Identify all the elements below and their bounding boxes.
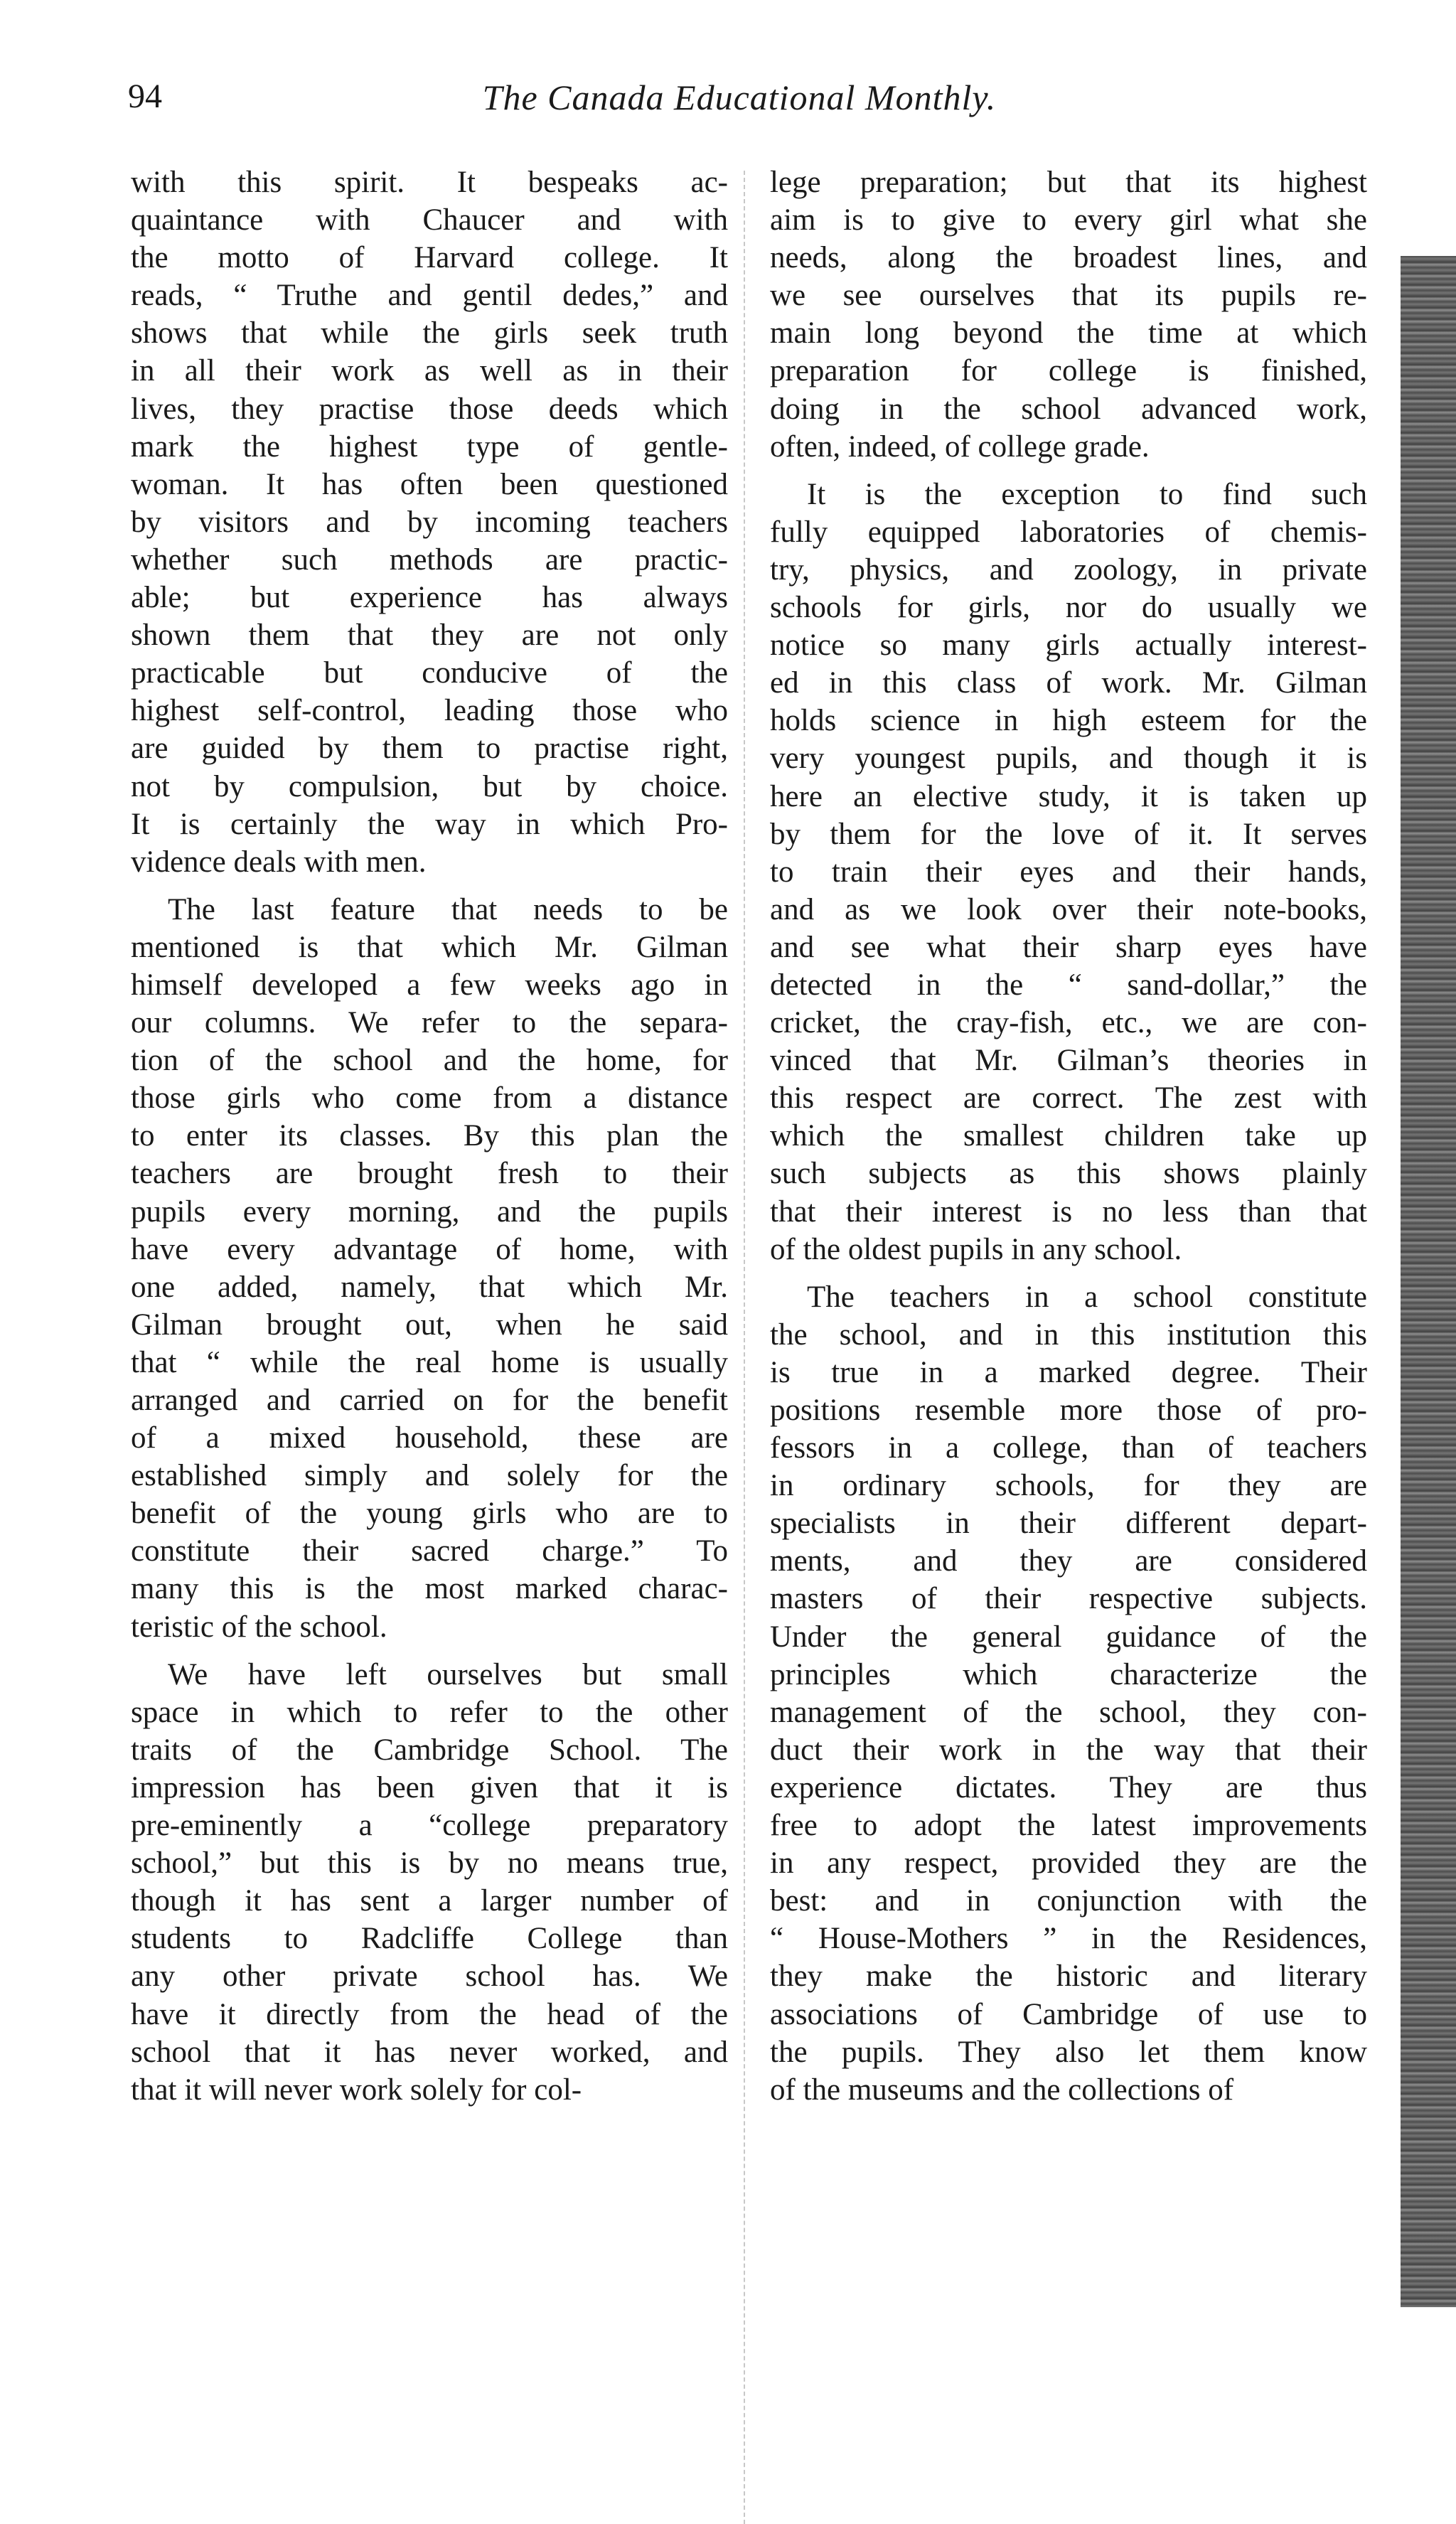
text-line: The last feature that needs to be (168, 892, 728, 926)
text-line: The teachers in a school constitute (807, 1280, 1367, 1314)
paragraph-gap (131, 1646, 728, 1656)
text-line: management of the school, they con- (770, 1695, 1367, 1729)
text-line: one added, namely, that which Mr. (131, 1270, 728, 1304)
text-line: to train their eyes and their hands, (770, 855, 1367, 889)
page-number: 94 (128, 77, 162, 115)
text-line: we see ourselves that its pupils re- (770, 279, 1367, 313)
text-line: teachers are brought fresh to their (131, 1157, 728, 1191)
text-line: of the museums and the collections of (770, 2073, 1234, 2107)
text-line: any other private school has. We (131, 1959, 728, 1994)
text-line: able; but experience has always (131, 581, 728, 615)
text-line: here an elective study, it is taken up (770, 779, 1367, 813)
text-line: try, physics, and zoology, in private (770, 552, 1367, 587)
text-line: lege preparation; but that its highest (770, 166, 1367, 199)
paragraph (131, 1656, 728, 2109)
text-line: in all their work as well as in their (131, 354, 728, 388)
text-line: masters of their respective subjects. (770, 1582, 1367, 1616)
text-line: by visitors and by incoming teachers (131, 505, 728, 539)
text-line: of the oldest pupils in any school. (770, 1232, 1182, 1266)
text-line: and see what their sharp eyes have (770, 930, 1367, 964)
paragraph (131, 164, 728, 881)
text-line: often, indeed, of college grade. (770, 429, 1150, 464)
text-line: such subjects as this shows plainly (770, 1157, 1367, 1191)
text-line: quaintance with Chaucer and with (131, 203, 728, 237)
text-line: duct their work in the way that their (770, 1733, 1367, 1767)
paragraph-gap (770, 1268, 1367, 1278)
text-line: by them for the love of it. It serves (770, 817, 1367, 851)
text-line: lives, they practise those deeds which (131, 392, 728, 426)
text-line: experience dictates. They are thus (770, 1770, 1367, 1804)
text-line: though it has sent a larger number of (131, 1884, 728, 1918)
text-line: in any respect, provided they are the (770, 1846, 1367, 1881)
text-line: the motto of Harvard college. It (131, 241, 728, 275)
text-line: to enter its classes. By this plan the (131, 1119, 728, 1153)
text-line: notice so many girls actually interest- (770, 629, 1367, 663)
text-line: with this spirit. It bespeaks ac- (131, 166, 728, 199)
text-line: needs, along the broadest lines, and (770, 241, 1367, 275)
text-line: teristic of the school. (131, 1610, 387, 1644)
text-line: specialists in their different depart- (770, 1507, 1367, 1541)
text-line: impression has been given that it is (131, 1770, 728, 1804)
text-line: mark the highest type of gentle- (131, 429, 728, 464)
text-line: have every advantage of home, with (131, 1232, 728, 1266)
text-line: those girls who come from a distance (131, 1081, 728, 1116)
text-line: students to Radcliffe College than (131, 1922, 728, 1956)
text-line: very youngest pupils, and though it is (770, 742, 1367, 776)
text-line: schools for girls, nor do usually we (770, 591, 1367, 625)
text-line: holds science in high esteem for the (770, 704, 1367, 738)
text-line: practicable but conducive of the (131, 656, 728, 690)
text-line: positions resemble more those of pro- (770, 1394, 1367, 1427)
text-line: whether such methods are practic- (131, 542, 728, 577)
text-line: fully equipped laboratories of chemis- (770, 515, 1367, 549)
text-line: vinced that Mr. Gilman’s theories in (770, 1044, 1367, 1078)
text-line: We have left ourselves but small (168, 1657, 728, 1691)
text-line: mentioned is that which Mr. Gilman (131, 930, 728, 964)
text-line: arranged and carried on for the benefit (131, 1384, 728, 1417)
text-line: space in which to refer to the other (131, 1695, 728, 1729)
text-line: is true in a marked degree. Their (770, 1355, 1367, 1389)
text-line: reads, “ Truthe and gentil dedes,” and (131, 279, 728, 313)
text-line: school,” but this is by no means true, (131, 1846, 728, 1881)
paragraph (131, 891, 728, 1646)
text-line: cricket, the cray-fish, etc., we are con- (770, 1006, 1367, 1040)
paragraph (770, 164, 1367, 466)
text-line: tion of the school and the home, for (131, 1044, 728, 1078)
text-line: that “ while the real home is usually (131, 1345, 728, 1379)
text-line: It is certainly the way in which Pro- (131, 807, 728, 841)
text-line: free to adopt the latest improvements (770, 1809, 1367, 1843)
page-edge-shadow (1401, 256, 1456, 2307)
text-line: Gilman brought out, when he said (131, 1308, 728, 1342)
text-line: the pupils. They also let them know (770, 2035, 1367, 2069)
text-line: preparation for college is finished, (770, 354, 1367, 388)
text-line: aim is to give to every girl what she (770, 203, 1367, 237)
text-line: this respect are correct. The zest with (770, 1081, 1367, 1116)
left-column (131, 164, 728, 2109)
text-line: they make the historic and literary (770, 1959, 1367, 1994)
text-line: ed in this class of work. Mr. Gilman (770, 666, 1367, 700)
right-column (770, 164, 1367, 2109)
paragraph-gap (770, 466, 1367, 476)
paragraph-gap (131, 881, 728, 891)
text-line: benefit of the young girls who are to (131, 1497, 728, 1531)
text-line: have it directly from the head of the (131, 1997, 728, 2031)
running-head: The Canada Educational Monthly. (482, 77, 997, 117)
text-line: shown them that they are not only (131, 619, 728, 653)
text-line: traits of the Cambridge School. The (131, 1733, 728, 1767)
text-line: in ordinary schools, for they are (770, 1469, 1367, 1503)
text-line: which the smallest children take up (770, 1119, 1367, 1153)
text-line: pre-eminently a “college preparatory (131, 1809, 728, 1843)
text-line: associations of Cambridge of use to (770, 1997, 1367, 2031)
text-line: “ House-Mothers ” in the Residences, (770, 1922, 1367, 1956)
paragraph (770, 1278, 1367, 2109)
text-line: constitute their sacred charge.” To (131, 1534, 728, 1568)
text-line: fessors in a college, than of teachers (770, 1431, 1367, 1465)
text-line: vidence deals with men. (131, 845, 427, 879)
column-divider (744, 171, 745, 2524)
text-line: detected in the “ sand-dollar,” the (770, 968, 1367, 1002)
text-line: Under the general guidance of the (770, 1620, 1367, 1654)
text-line: of a mixed household, these are (131, 1421, 728, 1455)
text-line: It is the exception to find such (807, 477, 1367, 511)
text-line: our columns. We refer to the separa- (131, 1006, 728, 1040)
text-line: that it will never work solely for col- (131, 2073, 582, 2107)
text-line: himself developed a few weeks ago in (131, 968, 728, 1002)
text-line: highest self-control, leading those who (131, 694, 728, 728)
text-line: that their interest is no less than that (770, 1194, 1367, 1229)
text-line: and as we look over their note-books, (770, 892, 1367, 926)
text-line: doing in the school advanced work, (770, 392, 1367, 426)
page-header (128, 77, 1351, 141)
text-line: woman. It has often been questioned (131, 467, 728, 501)
text-line: principles which characterize the (770, 1657, 1367, 1691)
text-line: are guided by them to practise right, (131, 732, 728, 766)
text-line: not by compulsion, but by choice. (131, 769, 728, 803)
text-line: main long beyond the time at which (770, 316, 1367, 351)
text-line: school that it has never worked, and (131, 2035, 728, 2069)
text-line: many this is the most marked charac- (131, 1572, 728, 1606)
text-line: pupils every morning, and the pupils (131, 1194, 728, 1229)
text-line: established simply and solely for the (131, 1459, 728, 1493)
text-line: the school, and in this institution this (770, 1317, 1367, 1352)
text-line: shows that while the girls seek truth (131, 316, 728, 351)
text-line: ments, and they are considered (770, 1544, 1367, 1578)
paragraph (770, 476, 1367, 1268)
text-line: best: and in conjunction with the (770, 1884, 1367, 1918)
